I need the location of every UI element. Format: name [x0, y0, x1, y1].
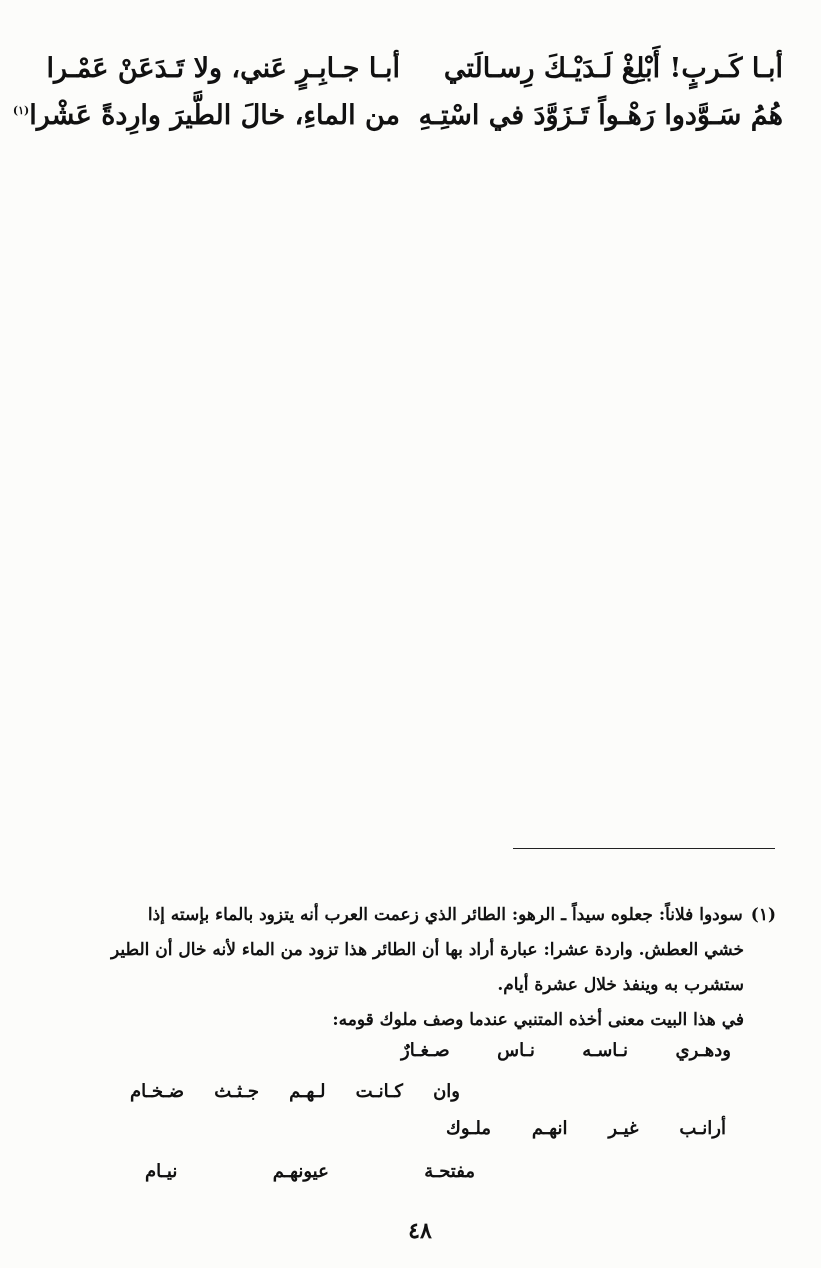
verse-1-first-hemistich: أبـا كَـربٍ! أَبْلِغْ لَـدَيْـكَ رِسـالَتي [443, 53, 783, 84]
footnote-marker: (١) [12, 104, 30, 117]
footnote-separator [513, 848, 775, 849]
footnote-line-1-text: سودوا فلاناً: جعلوه سيداً ـ الرهو: الطائر الذي زعمت العرب أنه يتزود بالماء بإسته إذا [147, 905, 743, 925]
footnote-line-2: خشي العطش. واردة عشرا: عبارة أراد بها أن الطائر هذا تزود من الماء لأنه خال أن الطير [111, 940, 744, 960]
verse-2-first-hemistich: هُمُ سَـوَّدوا رَهْـواً تَـزَوَّدَ في اسْتِـهِ [418, 100, 783, 131]
footnote-poem-line-1: ودهـري نـاسـه نـاس صـغـارٌ [401, 1040, 731, 1061]
footnote-line-4: في هذا البيت معنى أخذه المتنبي عندما وصف ملوك قومه: [332, 1010, 744, 1030]
page-number: ٤٨ [408, 1218, 432, 1244]
footnote-number: (١) [750, 905, 776, 925]
footnote [66, 898, 776, 1038]
footnote-line-1 [66, 898, 776, 933]
verse-2-second-hemistich-text: من الماءِ، خالَ الطَّيرَ وارِدةً عَشْرا [29, 100, 400, 131]
verse-2-second-hemistich [12, 100, 400, 131]
footnote-poem-line-3: أرانـب غيـر انهـم ملـوك [446, 1118, 726, 1139]
verse-1-second-hemistich: أبـا جـابِـرٍ عَني، ولا تَـدَعَنْ عَمْـرا [46, 53, 400, 84]
footnote-poem-line-2: وان كـانـت لـهـم جـثـث ضـخـام [130, 1081, 460, 1102]
footnote-poem-line-4: مفتحـة عيونهـم نيـام [145, 1161, 475, 1182]
footnote-line-3: ستشرب به وينفذ خلال عشرة أيام. [497, 975, 744, 995]
